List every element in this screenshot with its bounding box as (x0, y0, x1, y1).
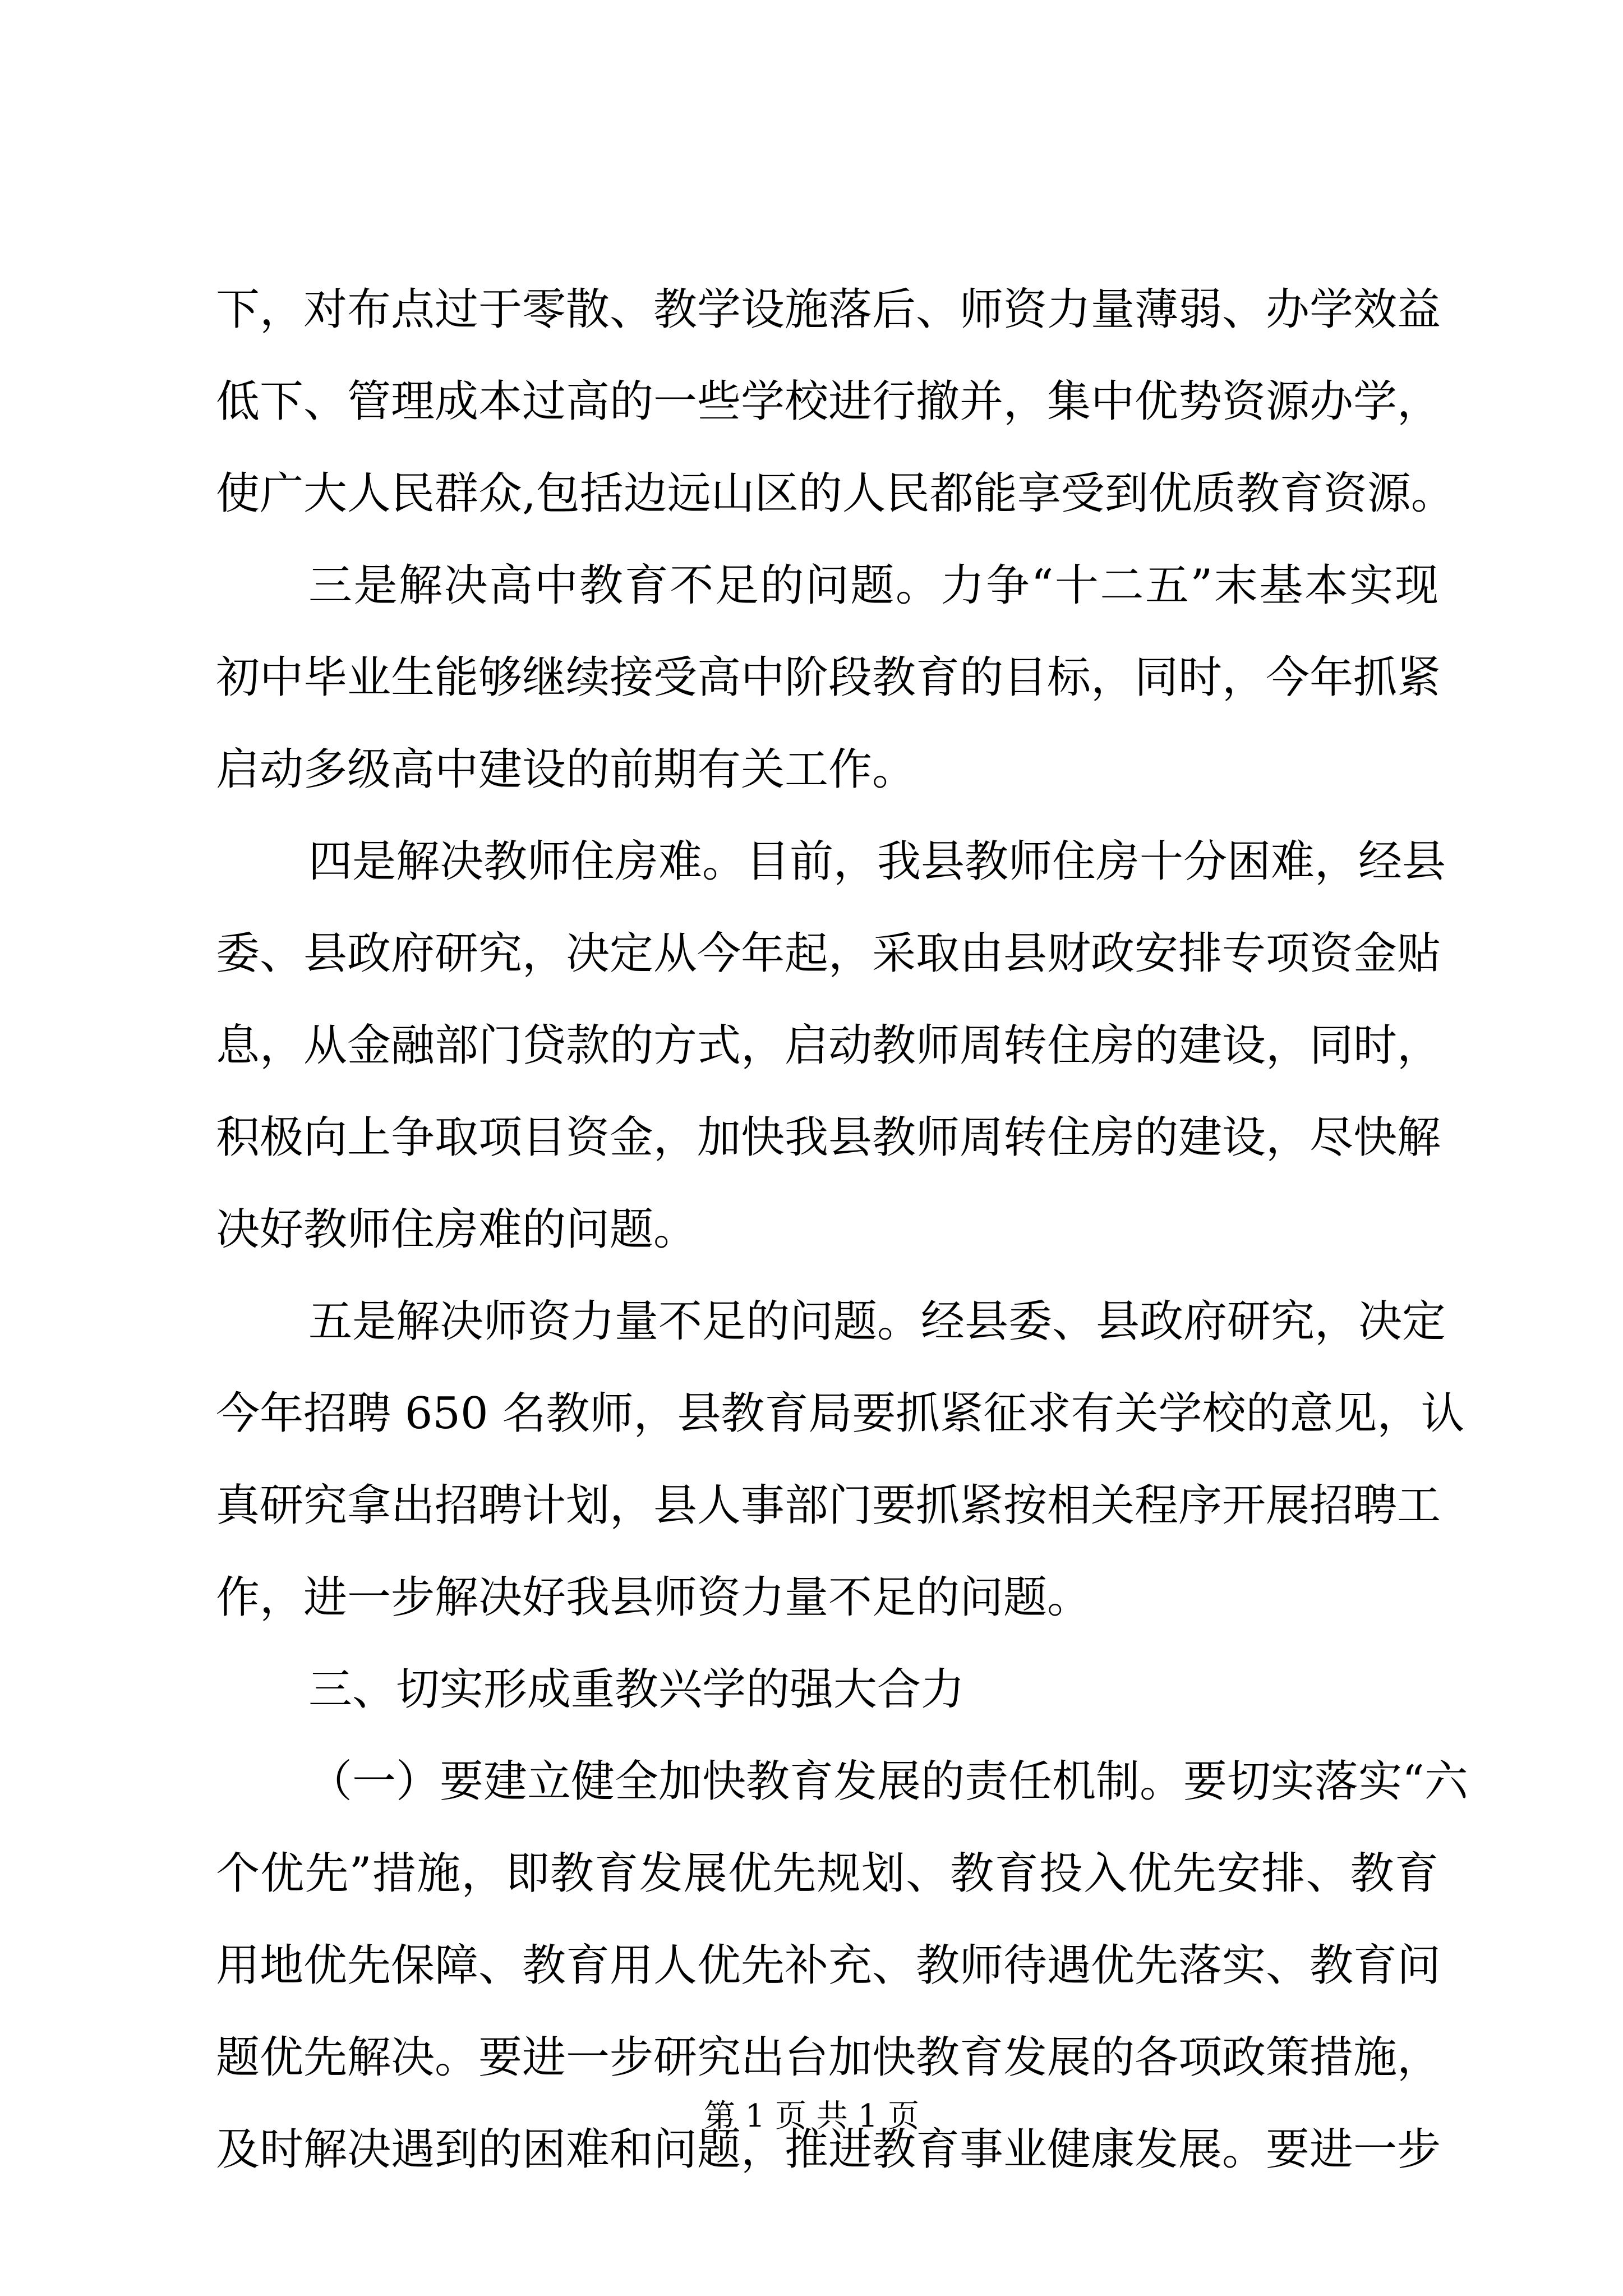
body-text (216, 264, 1468, 2196)
text-line: 作，进一步解决好我县师资力量不足的问题。 (216, 1572, 1091, 1623)
text-line: 息，从金融部门贷款的方式，启动教师周转住房的建设，同时， (216, 1020, 1441, 1071)
text-line: 委、县政府研究，决定从今年起，采取由县财政安排专项资金贴 (216, 928, 1441, 979)
text-line: 今年招聘 650 名教师，县教育局要抓紧征求有关学校的意见，认 (216, 1388, 1465, 1439)
text-line: 题优先解决。要进一步研究出台加快教育发展的各项政策措施， (216, 2032, 1441, 2083)
text-line: 低下、管理成本过高的一些学校进行撤并，集中优势资源办学， (216, 376, 1441, 427)
text-line: 下，对布点过于零散、教学设施落后、师资力量薄弱、办学效益 (216, 284, 1441, 335)
text-line: 启动多级高中建设的前期有关工作。 (216, 744, 916, 795)
text-line: 四是解决教师住房难。目前，我县教师住房十分困难，经县 (308, 836, 1446, 887)
section-heading: 三、切实形成重教兴学的强大合力 (308, 1664, 965, 1715)
text-line: （一）要建立健全加快教育发展的责任机制。要切实落实“六 (308, 1756, 1468, 1807)
text-line: 个优先”措施，即教育发展优先规划、教育投入优先安排、教育 (216, 1848, 1438, 1899)
text-line: 及时解决遇到的困难和问题，推进教育事业健康发展。要进一步 (216, 2124, 1441, 2175)
text-line: 积极向上争取项目资金，加快我县教师周转住房的建设，尽快解 (216, 1112, 1441, 1163)
text-line: 用地优先保障、教育用人优先补充、教师待遇优先落实、教育问 (216, 1940, 1441, 1991)
text-line: 五是解决师资力量不足的问题。经县委、县政府研究，决定 (308, 1296, 1446, 1347)
text-line: 初中毕业生能够继续接受高中阶段教育的目标，同时，今年抓紧 (216, 652, 1441, 703)
text-line: 真研究拿出招聘计划，县人事部门要抓紧按相关程序开展招聘工 (216, 1480, 1441, 1531)
text-line: 决好教师住房难的问题。 (216, 1204, 698, 1255)
text-line: 使广大人民群众,包括边远山区的人民都能享受到优质教育资源。 (216, 468, 1455, 519)
text-line: 三是解决高中教育不足的问题。力争“十二五”末基本实现 (308, 560, 1438, 611)
page-footer: 第 1 页 共 1 页 (703, 2098, 920, 2134)
